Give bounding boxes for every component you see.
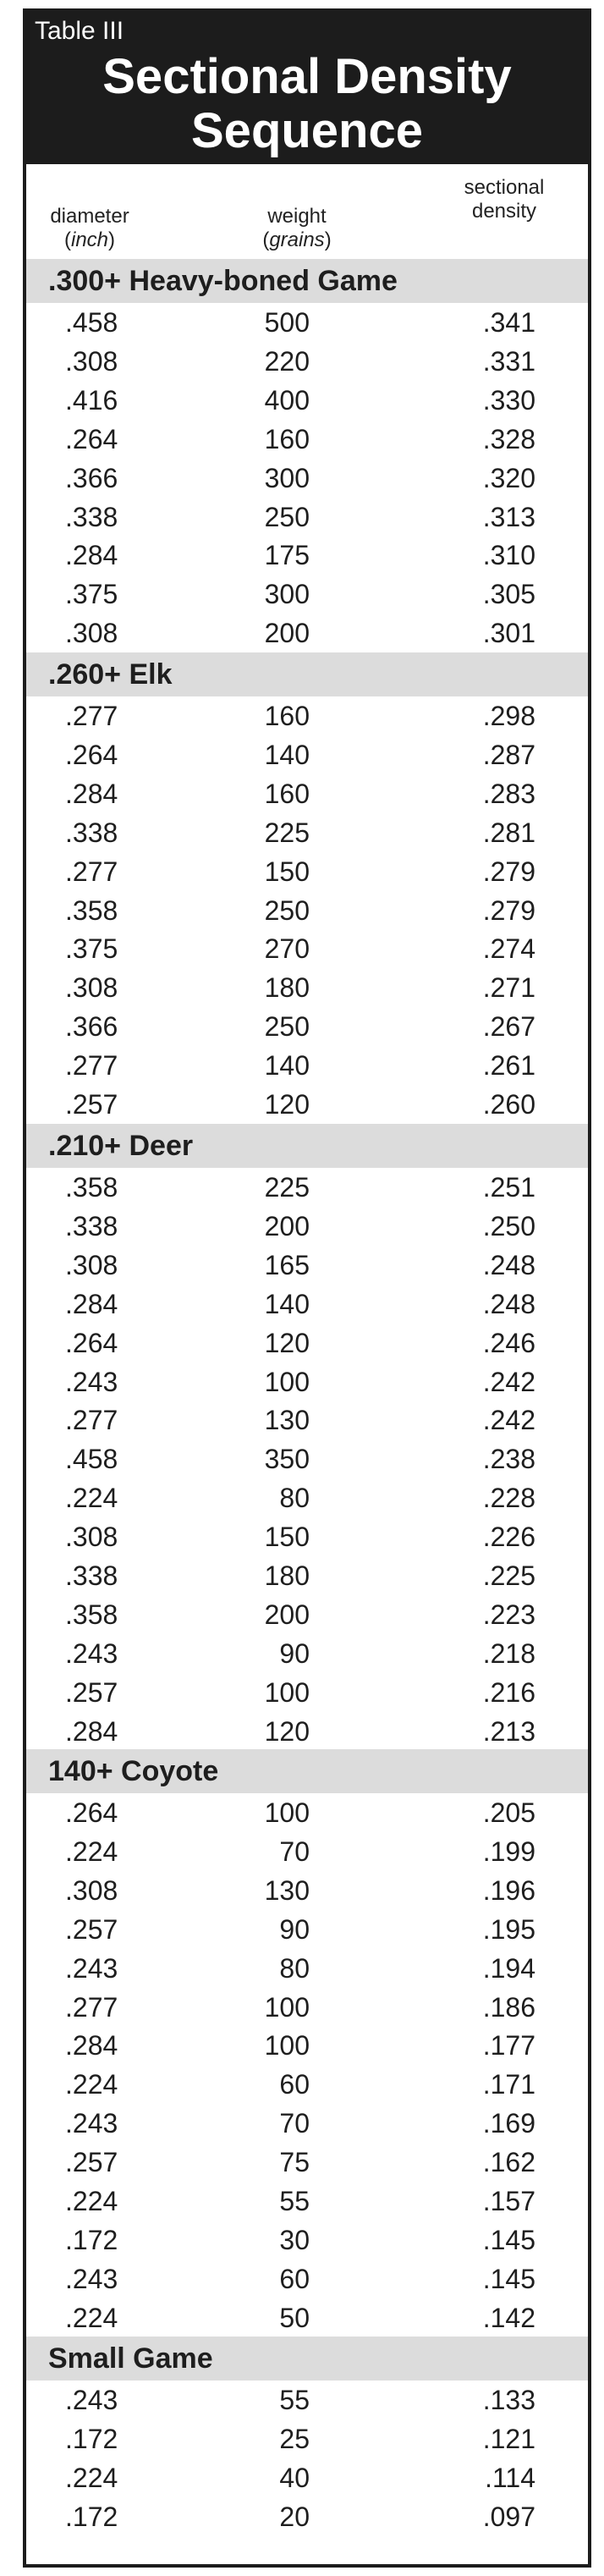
table-row [26, 929, 588, 968]
diameter-cell: .257 [65, 1676, 118, 1708]
weight-cell: 40 [279, 2462, 310, 2493]
table-title-line2: Sequence [191, 103, 423, 158]
weight-cell: 200 [264, 1210, 310, 1241]
diameter-cell: .224 [65, 1483, 118, 1514]
weight-cell: 250 [264, 501, 310, 532]
diameter-unit: (inch) [63, 228, 116, 251]
table-row [26, 1046, 588, 1085]
table-row [26, 2419, 588, 2458]
table-row [26, 2381, 588, 2419]
weight-cell: 70 [279, 1836, 310, 1867]
table-row [26, 2026, 588, 2065]
table-row [26, 1085, 588, 1124]
table-row [26, 1401, 588, 1439]
section-header [26, 1124, 588, 1168]
sectional-density-cell: .177 [482, 2030, 535, 2061]
section-title: .300+ Heavy-boned Game [48, 265, 398, 297]
table-row [26, 1478, 588, 1517]
table-row [26, 614, 588, 652]
sectional-density-cell: .331 [482, 345, 535, 377]
table-row [26, 1007, 588, 1046]
diameter-cell: .243 [65, 1952, 118, 1984]
sectional-density-cell: .279 [482, 856, 535, 887]
sectional-density-cell: .133 [482, 2385, 535, 2415]
weight-cell: 165 [264, 1249, 310, 1280]
section-header [26, 2337, 588, 2381]
table-row [26, 420, 588, 459]
table-row [26, 1556, 588, 1595]
diameter-label: diameter [50, 205, 129, 228]
weight-cell: 90 [279, 1913, 310, 1945]
diameter-cell: .264 [65, 1327, 118, 1358]
diameter-cell: .264 [65, 1797, 118, 1828]
table-row [26, 303, 588, 342]
table-row [26, 2497, 588, 2536]
weight-cell: 120 [264, 1089, 310, 1120]
diameter-cell: .284 [65, 1715, 118, 1747]
table-row [26, 1207, 588, 1246]
table-row [26, 2458, 588, 2497]
weight-cell: 225 [264, 1172, 310, 1203]
weight-cell: 160 [264, 701, 310, 731]
weight-cell: 30 [279, 2224, 310, 2255]
weight-cell: 300 [264, 579, 310, 610]
table-row [26, 381, 588, 420]
section-title: .210+ Deer [48, 1130, 194, 1162]
diameter-cell: .284 [65, 540, 118, 571]
sectional-density-cell: .310 [482, 540, 535, 571]
table-row [26, 1712, 588, 1751]
weight-cell: 60 [279, 2069, 310, 2100]
diameter-cell: .358 [65, 894, 118, 926]
sectional-density-cell: .242 [482, 1405, 535, 1436]
diameter-cell: .224 [65, 2302, 118, 2333]
table-row [26, 1634, 588, 1673]
sectional-density-cell: .097 [482, 2501, 535, 2532]
sectional-density-cell: .242 [482, 1366, 535, 1397]
sectional-density-cell: .313 [482, 501, 535, 532]
diameter-cell: .338 [65, 1210, 118, 1241]
table-row [26, 852, 588, 891]
sectional-density-cell: .279 [482, 894, 535, 926]
sectional-density-cell: .320 [482, 462, 535, 493]
sectional-density-cell: .267 [482, 1011, 535, 1043]
weight-cell: 140 [264, 1050, 310, 1082]
section-header [26, 1749, 588, 1793]
table-row [26, 1949, 588, 1988]
weight-cell: 250 [264, 894, 310, 926]
diameter-cell: .277 [65, 1050, 118, 1082]
table-row [26, 1362, 588, 1401]
diameter-cell: .284 [65, 2030, 118, 2061]
sectional-density-cell: .287 [482, 739, 535, 770]
table-row [26, 1673, 588, 1712]
weight-cell: 25 [279, 2423, 310, 2454]
weight-cell: 100 [264, 1991, 310, 2023]
sectional-density-cell: .301 [482, 618, 535, 649]
table-row [26, 2182, 588, 2221]
sectional-density-cell: .121 [482, 2423, 535, 2454]
sectional-density-cell: .223 [482, 1599, 535, 1630]
table-row [26, 2298, 588, 2337]
sectional-density-cell: .250 [482, 1210, 535, 1241]
sectional-density-cell: .216 [482, 1676, 535, 1708]
weight-cell: 120 [264, 1715, 310, 1747]
diameter-cell: .277 [65, 701, 118, 731]
weight-cell: 140 [264, 1288, 310, 1319]
table-row [26, 2260, 588, 2298]
table-row [26, 1871, 588, 1910]
weight-cell: 55 [279, 2385, 310, 2415]
section-header [26, 652, 588, 696]
diameter-cell: .172 [65, 2423, 118, 2454]
sectional-density-cell: .218 [482, 1638, 535, 1669]
sectional-density-cell: .186 [482, 1991, 535, 2023]
diameter-cell: .338 [65, 817, 118, 848]
weight-cell: 175 [264, 540, 310, 571]
weight-cell: 60 [279, 2263, 310, 2294]
sd-label-line1: sectional [464, 176, 545, 199]
table-label: Table III [35, 17, 124, 45]
diameter-cell: .284 [65, 1288, 118, 1319]
table-frame [23, 8, 591, 2568]
diameter-cell: .264 [65, 423, 118, 454]
sectional-density-cell: .283 [482, 778, 535, 809]
table-row [26, 696, 588, 735]
weight-cell: 80 [279, 1952, 310, 1984]
weight-cell: 70 [279, 2108, 310, 2139]
table-title: Sectional Density [102, 49, 512, 104]
sectional-density-cell: .238 [482, 1444, 535, 1475]
table-header [26, 12, 588, 164]
sectional-density-cell: .330 [482, 384, 535, 416]
diameter-cell: .358 [65, 1172, 118, 1203]
weight-cell: 400 [264, 384, 310, 416]
weight-cell: 130 [264, 1874, 310, 1906]
diameter-cell: .308 [65, 1522, 118, 1553]
table-row [26, 968, 588, 1007]
sectional-density-cell: .226 [482, 1522, 535, 1553]
weight-cell: 200 [264, 618, 310, 649]
sectional-density-cell: .171 [482, 2069, 535, 2100]
sectional-density-cell: .205 [482, 1797, 535, 1828]
sectional-density-cell: .248 [482, 1288, 535, 1319]
diameter-cell: .257 [65, 1913, 118, 1945]
sectional-density-cell: .142 [482, 2302, 535, 2333]
diameter-cell: .224 [65, 1836, 118, 1867]
weight-cell: 160 [264, 778, 310, 809]
diameter-cell: .257 [65, 1089, 118, 1120]
sectional-density-cell: .328 [482, 423, 535, 454]
diameter-cell: .284 [65, 778, 118, 809]
table-row [26, 2104, 588, 2143]
sectional-density-cell: .251 [482, 1172, 535, 1203]
diameter-cell: .243 [65, 2108, 118, 2139]
weight-cell: 100 [264, 2030, 310, 2061]
weight-cell: 270 [264, 933, 310, 965]
sectional-density-cell: .246 [482, 1327, 535, 1358]
diameter-cell: .338 [65, 1560, 118, 1591]
sectional-density-cell: .145 [482, 2263, 535, 2294]
column-header-diameter [26, 205, 153, 252]
table-row [26, 1246, 588, 1285]
weight-cell: 300 [264, 462, 310, 493]
weight-cell: 100 [264, 1366, 310, 1397]
table-row [26, 891, 588, 930]
diameter-cell: .358 [65, 1599, 118, 1630]
sectional-density-cell: .228 [482, 1483, 535, 1514]
column-header-sectional-density [424, 176, 585, 223]
table-row [26, 1285, 588, 1324]
diameter-cell: .172 [65, 2501, 118, 2532]
table-row [26, 342, 588, 381]
section-title: Small Game [48, 2342, 213, 2375]
diameter-cell: .243 [65, 1366, 118, 1397]
table-row [26, 1439, 588, 1478]
diameter-cell: .416 [65, 384, 118, 416]
table-row [26, 2143, 588, 2182]
section-title: .260+ Elk [48, 658, 173, 691]
sd-label-line2: density [471, 200, 537, 223]
diameter-cell: .257 [65, 2147, 118, 2178]
table-row [26, 498, 588, 537]
diameter-cell: .264 [65, 739, 118, 770]
diameter-cell: .375 [65, 579, 118, 610]
diameter-cell: .243 [65, 2385, 118, 2415]
sectional-density-cell: .195 [482, 1913, 535, 1945]
weight-cell: 100 [264, 1676, 310, 1708]
weight-cell: 180 [264, 1560, 310, 1591]
diameter-cell: .277 [65, 1991, 118, 2023]
diameter-cell: .224 [65, 2186, 118, 2216]
weight-cell: 55 [279, 2186, 310, 2216]
diameter-cell: .366 [65, 1011, 118, 1043]
weight-cell: 20 [279, 2501, 310, 2532]
table-row [26, 1793, 588, 1832]
weight-cell: 150 [264, 856, 310, 887]
table-row [26, 774, 588, 813]
sectional-density-cell: .213 [482, 1715, 535, 1747]
table-row [26, 2221, 588, 2260]
weight-cell: 500 [264, 307, 310, 338]
sectional-density-cell: .298 [482, 701, 535, 731]
weight-cell: 160 [264, 423, 310, 454]
weight-cell: 130 [264, 1405, 310, 1436]
weight-cell: 220 [264, 345, 310, 377]
section-header [26, 259, 588, 303]
diameter-cell: .375 [65, 933, 118, 965]
table-row [26, 1168, 588, 1207]
table-row [26, 1910, 588, 1949]
weight-cell: 90 [279, 1638, 310, 1669]
section-title: 140+ Coyote [48, 1755, 219, 1787]
table-row [26, 575, 588, 614]
table-row [26, 1595, 588, 1634]
table-row [26, 459, 588, 498]
sectional-density-cell: .305 [482, 579, 535, 610]
diameter-cell: .308 [65, 1874, 118, 1906]
diameter-cell: .224 [65, 2462, 118, 2493]
weight-label: weight [267, 205, 327, 228]
diameter-cell: .308 [65, 345, 118, 377]
weight-cell: 200 [264, 1599, 310, 1630]
table-row [26, 735, 588, 774]
sectional-density-cell: .169 [482, 2108, 535, 2139]
sectional-density-cell: .225 [482, 1560, 535, 1591]
diameter-cell: .458 [65, 307, 118, 338]
diameter-cell: .243 [65, 1638, 118, 1669]
weight-cell: 350 [264, 1444, 310, 1475]
weight-cell: 225 [264, 817, 310, 848]
weight-cell: 180 [264, 972, 310, 1004]
sectional-density-cell: .260 [482, 1089, 535, 1120]
sectional-density-cell: .248 [482, 1249, 535, 1280]
diameter-cell: .224 [65, 2069, 118, 2100]
weight-cell: 50 [279, 2302, 310, 2333]
weight-unit: (grains) [262, 228, 332, 251]
sectional-density-cell: .271 [482, 972, 535, 1004]
weight-cell: 250 [264, 1011, 310, 1043]
sectional-density-cell: .261 [482, 1050, 535, 1082]
sectional-density-cell: .281 [482, 817, 535, 848]
weight-cell: 120 [264, 1327, 310, 1358]
table-row [26, 536, 588, 575]
diameter-cell: .308 [65, 618, 118, 649]
table-row [26, 1832, 588, 1871]
diameter-cell: .458 [65, 1444, 118, 1475]
diameter-cell: .338 [65, 501, 118, 532]
weight-cell: 80 [279, 1483, 310, 1514]
diameter-cell: .308 [65, 1249, 118, 1280]
table-row [26, 1988, 588, 2027]
sectional-density-cell: .341 [482, 307, 535, 338]
column-header-weight [212, 205, 382, 252]
diameter-cell: .243 [65, 2263, 118, 2294]
sectional-density-cell: .194 [482, 1952, 535, 1984]
weight-cell: 100 [264, 1797, 310, 1828]
table-row [26, 2065, 588, 2104]
weight-cell: 75 [279, 2147, 310, 2178]
diameter-cell: .277 [65, 856, 118, 887]
diameter-cell: .366 [65, 462, 118, 493]
table-row [26, 813, 588, 852]
sectional-density-cell: .157 [482, 2186, 535, 2216]
diameter-cell: .172 [65, 2224, 118, 2255]
diameter-cell: .308 [65, 972, 118, 1004]
sectional-density-cell: .162 [482, 2147, 535, 2178]
diameter-cell: .277 [65, 1405, 118, 1436]
sectional-density-cell: .145 [482, 2224, 535, 2255]
weight-cell: 150 [264, 1522, 310, 1553]
table-row [26, 1517, 588, 1556]
sectional-density-cell: .114 [485, 2462, 535, 2493]
sectional-density-cell: .199 [482, 1836, 535, 1867]
sectional-density-cell: .274 [482, 933, 535, 965]
table-row [26, 1324, 588, 1362]
sectional-density-cell: .196 [482, 1874, 535, 1906]
weight-cell: 140 [264, 739, 310, 770]
